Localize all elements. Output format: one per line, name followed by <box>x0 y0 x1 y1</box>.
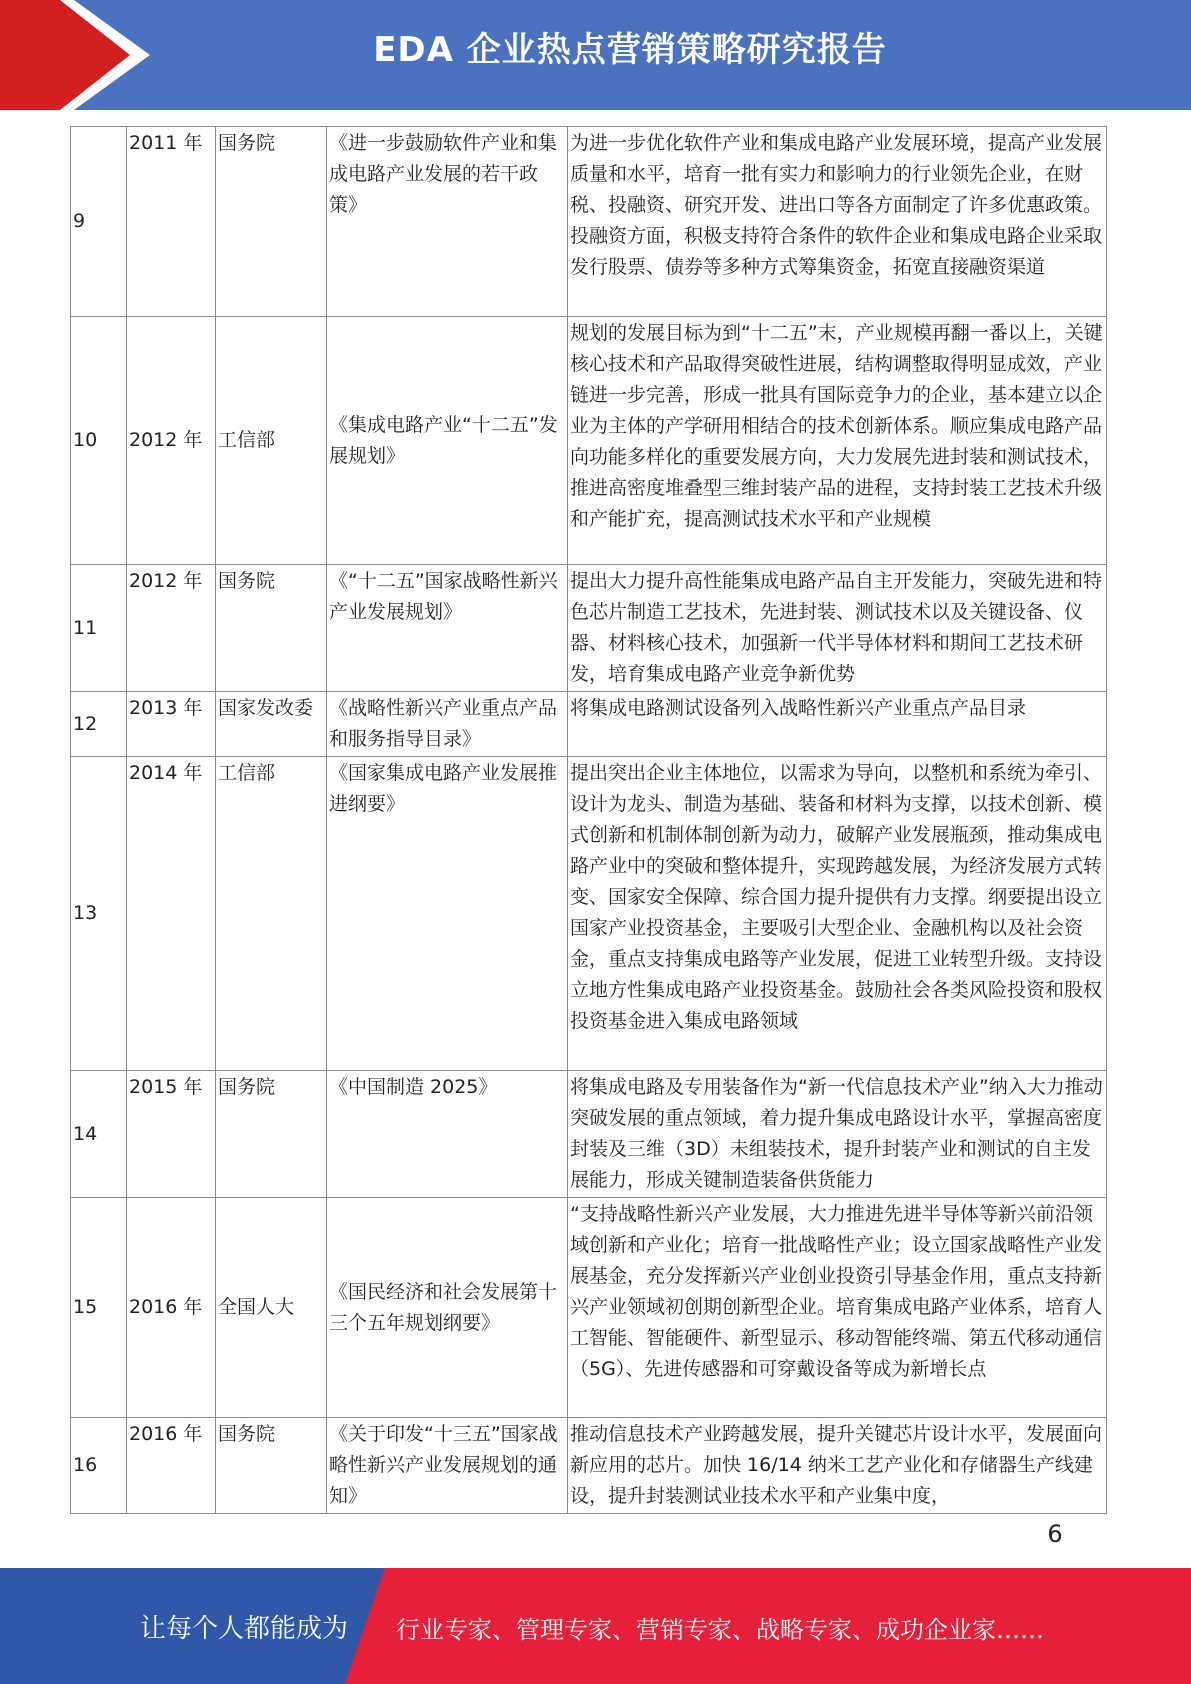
table-row <box>71 1198 1107 1418</box>
row-number: 9 <box>71 127 127 317</box>
row-number: 11 <box>71 565 127 692</box>
row-department: 工信部 <box>216 757 327 1071</box>
report-title: EDA 企业热点营销策略研究报告 <box>373 30 887 70</box>
row-number: 13 <box>71 757 127 1071</box>
row-policy-name: 《进一步鼓励软件产业和集成电路产业发展的若干政策》 <box>327 127 568 317</box>
row-content: 将集成电路测试设备列入战略性新兴产业重点产品目录 <box>568 692 1107 757</box>
row-department: 国家发改委 <box>216 692 327 757</box>
row-year: 2012 年 <box>127 317 216 565</box>
row-content: “支持战略性新兴产业发展，大力推进先进半导体等新兴前沿领域创新和产业化；培育一批战略性产业；设立国家战略性产业发展基金，充分发挥新兴产业创业投资引导基金作用，重点支持新兴产业领域初创期创新型企业。培育集成电路产业体系，培育人工智能、智能硬件、新型显示、移动智能终端、第五代移动通信（5G）、先进传感器和可穿戴设备等成为新增长点 <box>568 1198 1107 1418</box>
row-content: 为进一步优化软件产业和集成电路产业发展环境，提高产业发展质量和水平，培育一批有实力和影响力的行业领先企业，在财税、投融资、研究开发、进出口等各方面制定了许多优惠政策。投融资方面，积极支持符合条件的软件企业和集成电路企业采取发行股票、债券等多种方式筹集资金，拓宽直接融资渠道 <box>568 127 1107 317</box>
row-number: 16 <box>71 1418 127 1514</box>
row-number: 14 <box>71 1071 127 1198</box>
row-content: 提出大力提升高性能集成电路产品自主开发能力，突破先进和特色芯片制造工艺技术，先进封装、测试技术以及关键设备、仪器、材料核心技术，加强新一代半导体材料和期间工艺技术研发，培育集成电路产业竞争新优势 <box>568 565 1107 692</box>
row-content: 提出突出企业主体地位，以需求为导向，以整机和系统为牵引、设计为龙头、制造为基础、装备和材料为支撑，以技术创新、模式创新和机制体制创新为动力，破解产业发展瓶颈，推动集成电路产业中的突破和整体提升，实现跨越发展，为经济发展方式转变、国家安全保障、综合国力提升提供有力支撑。纲要提出设立国家产业投资基金，主要吸引大型企业、金融机构以及社会资金，重点支持集成电路等产业发展，促进工业转型升级。支持设立地方性集成电路产业投资基金。鼓励社会各类风险投资和股权投资基金进入集成电路领域 <box>568 757 1107 1071</box>
row-year: 2016 年 <box>127 1198 216 1418</box>
page-number: 6 <box>1047 1520 1063 1548</box>
row-policy-name: 《国家集成电路产业发展推进纲要》 <box>327 757 568 1071</box>
table-row <box>71 692 1107 757</box>
row-department: 国务院 <box>216 1418 327 1514</box>
row-year: 2014 年 <box>127 757 216 1071</box>
row-year: 2016 年 <box>127 1418 216 1514</box>
chevron-arrow-icon <box>0 0 160 110</box>
table-row <box>71 565 1107 692</box>
row-department: 国务院 <box>216 565 327 692</box>
row-policy-name: 《中国制造 2025》 <box>327 1071 568 1198</box>
row-year: 2015 年 <box>127 1071 216 1198</box>
row-policy-name: 《关于印发“十三五”国家战略性新兴产业发展规划的通知》 <box>327 1418 568 1514</box>
row-department: 工信部 <box>216 317 327 565</box>
footer-slogan-left: 让每个人都能成为 <box>140 1614 349 1644</box>
row-policy-name: 《集成电路产业“十二五”发展规划》 <box>327 317 568 565</box>
row-content: 将集成电路及专用装备作为“新一代信息技术产业”纳入大力推动突破发展的重点领域，着力提升集成电路设计水平，掌握高密度封装及三维（3D）未组装技术，提升封装产业和测试的自主发展能力，形成关键制造装备供货能力 <box>568 1071 1107 1198</box>
policy-table <box>70 126 1107 1514</box>
row-year: 2011 年 <box>127 127 216 317</box>
row-policy-name: 《战略性新兴产业重点产品和服务指导目录》 <box>327 692 568 757</box>
page-footer <box>0 1568 1191 1684</box>
footer-slogan-right: 行业专家、管理专家、营销专家、战略专家、成功企业家…… <box>396 1616 1044 1644</box>
row-policy-name: 《“十二五”国家战略性新兴产业发展规划》 <box>327 565 568 692</box>
row-number: 10 <box>71 317 127 565</box>
row-number: 12 <box>71 692 127 757</box>
table-row <box>71 757 1107 1071</box>
table-row <box>71 1418 1107 1514</box>
table-row <box>71 1071 1107 1198</box>
row-content: 规划的发展目标为到“十二五”末，产业规模再翻一番以上，关键核心技术和产品取得突破性进展，结构调整取得明显成效，产业链进一步完善，形成一批具有国际竞争力的企业，基本建立以企业为主体的产学研用相结合的技术创新体系。顺应集成电路产品向功能多样化的重要发展方向，大力发展先进封装和测试技术，推进高密度堆叠型三维封装产品的进程，支持封装工艺技术升级和产能扩充，提高测试技术水平和产业规模 <box>568 317 1107 565</box>
table-row <box>71 127 1107 317</box>
row-department: 国务院 <box>216 127 327 317</box>
row-department: 国务院 <box>216 1071 327 1198</box>
table-row <box>71 317 1107 565</box>
row-department: 全国人大 <box>216 1198 327 1418</box>
row-year: 2013 年 <box>127 692 216 757</box>
row-year: 2012 年 <box>127 565 216 692</box>
page-header <box>0 0 1191 110</box>
row-content: 推动信息技术产业跨越发展，提升关键芯片设计水平，发展面向新应用的芯片。加快 16/14 纳米工艺产业化和存储器生产线建设，提升封装测试业技术水平和产业集中度， <box>568 1418 1107 1514</box>
row-policy-name: 《国民经济和社会发展第十三个五年规划纲要》 <box>327 1198 568 1418</box>
row-number: 15 <box>71 1198 127 1418</box>
